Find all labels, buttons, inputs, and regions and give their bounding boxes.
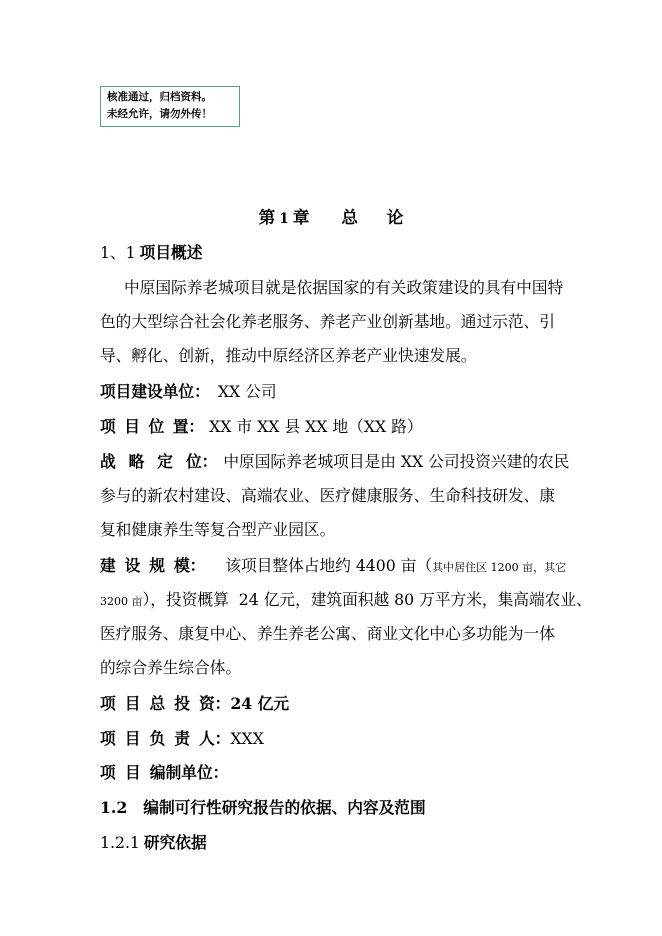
field-value-note: 其中居住区 1200 亩，其它	[432, 561, 567, 574]
field-value: XX 公司	[217, 382, 277, 401]
paragraph-line: 色的大型综合社会化养老服务、养老产业创新基地。通过示范、引	[100, 312, 555, 331]
field-scale	[100, 556, 566, 576]
field-value: XX 市 XX 县 XX 地（XX 路）	[209, 417, 423, 436]
field-total-investment	[100, 694, 289, 714]
section-title: 研究依据	[143, 833, 207, 852]
chapter-title-word-2: 论	[386, 208, 404, 227]
field-scale-continued: 的综合养生综合体。	[100, 658, 242, 677]
paragraph-line: 中原国际养老城项目就是依据国家的有关政策建设的具有中国特	[124, 278, 564, 297]
field-value: XXX	[230, 729, 264, 748]
field-value: 中原国际养老城项目是由 XX 公司投资兴建的农民	[223, 452, 570, 471]
field-scale-continued: 医疗服务、康复中心、养生养老公寓、商业文化中心多功能为一体	[100, 624, 555, 643]
field-construction-unit	[100, 382, 277, 402]
section-number: 1.2	[100, 798, 128, 817]
field-value-note: 3200 亩	[100, 595, 143, 608]
paragraph-line: 导、孵化、创新，推动中原经济区养老产业快速发展。	[100, 346, 477, 365]
chapter-title-prefix: 第	[258, 208, 276, 227]
chapter-title-word-1: 总	[341, 208, 358, 227]
field-value: 24 亿元	[230, 694, 290, 713]
section-number: 1、1	[100, 243, 136, 262]
section-number: 1.2.1	[100, 833, 140, 852]
field-compiling-unit	[100, 763, 228, 783]
archive-notice-box	[100, 86, 240, 127]
field-label: 项目建设单位：	[100, 382, 210, 401]
section-heading-1-1	[100, 243, 202, 263]
field-label: 项 目 位 置：	[100, 417, 205, 436]
chapter-title-suffix: 章	[292, 208, 310, 227]
section-heading-1-2-1	[100, 833, 207, 853]
field-location	[100, 417, 423, 437]
field-label: 项 目 负 责 人：	[100, 729, 231, 748]
field-label: 战 略 定 位：	[100, 452, 218, 471]
section-heading-1-2	[100, 798, 426, 818]
field-positioning-continued: 参与的新农村建设、高端农业、医疗健康服务、生命科技研发、康	[100, 486, 555, 505]
field-person-in-charge	[100, 729, 264, 749]
archive-notice-line: 未经允许，请勿外传！	[107, 108, 212, 120]
field-label: 建 设 规 模：	[100, 556, 206, 575]
chapter-number: 1	[279, 211, 289, 227]
field-positioning	[100, 452, 569, 472]
field-value: 该项目整体占地约 4400 亩（	[225, 556, 433, 575]
field-positioning-continued: 复和健康养生等复合型产业园区。	[100, 520, 336, 539]
field-label: 项 目 编制单位：	[100, 763, 229, 782]
archive-notice-line: 核准通过，归档资料。	[107, 91, 212, 103]
field-value: ），投资概算 24 亿元，建筑面积越 80 万平方米，集高端农业、	[142, 590, 592, 609]
section-title: 编制可行性研究报告的依据、内容及范围	[143, 798, 426, 817]
section-title: 项目概述	[139, 243, 203, 262]
field-scale-continued	[100, 590, 592, 610]
chapter-title	[0, 208, 662, 228]
field-label: 项 目 总 投 资：	[100, 694, 231, 713]
